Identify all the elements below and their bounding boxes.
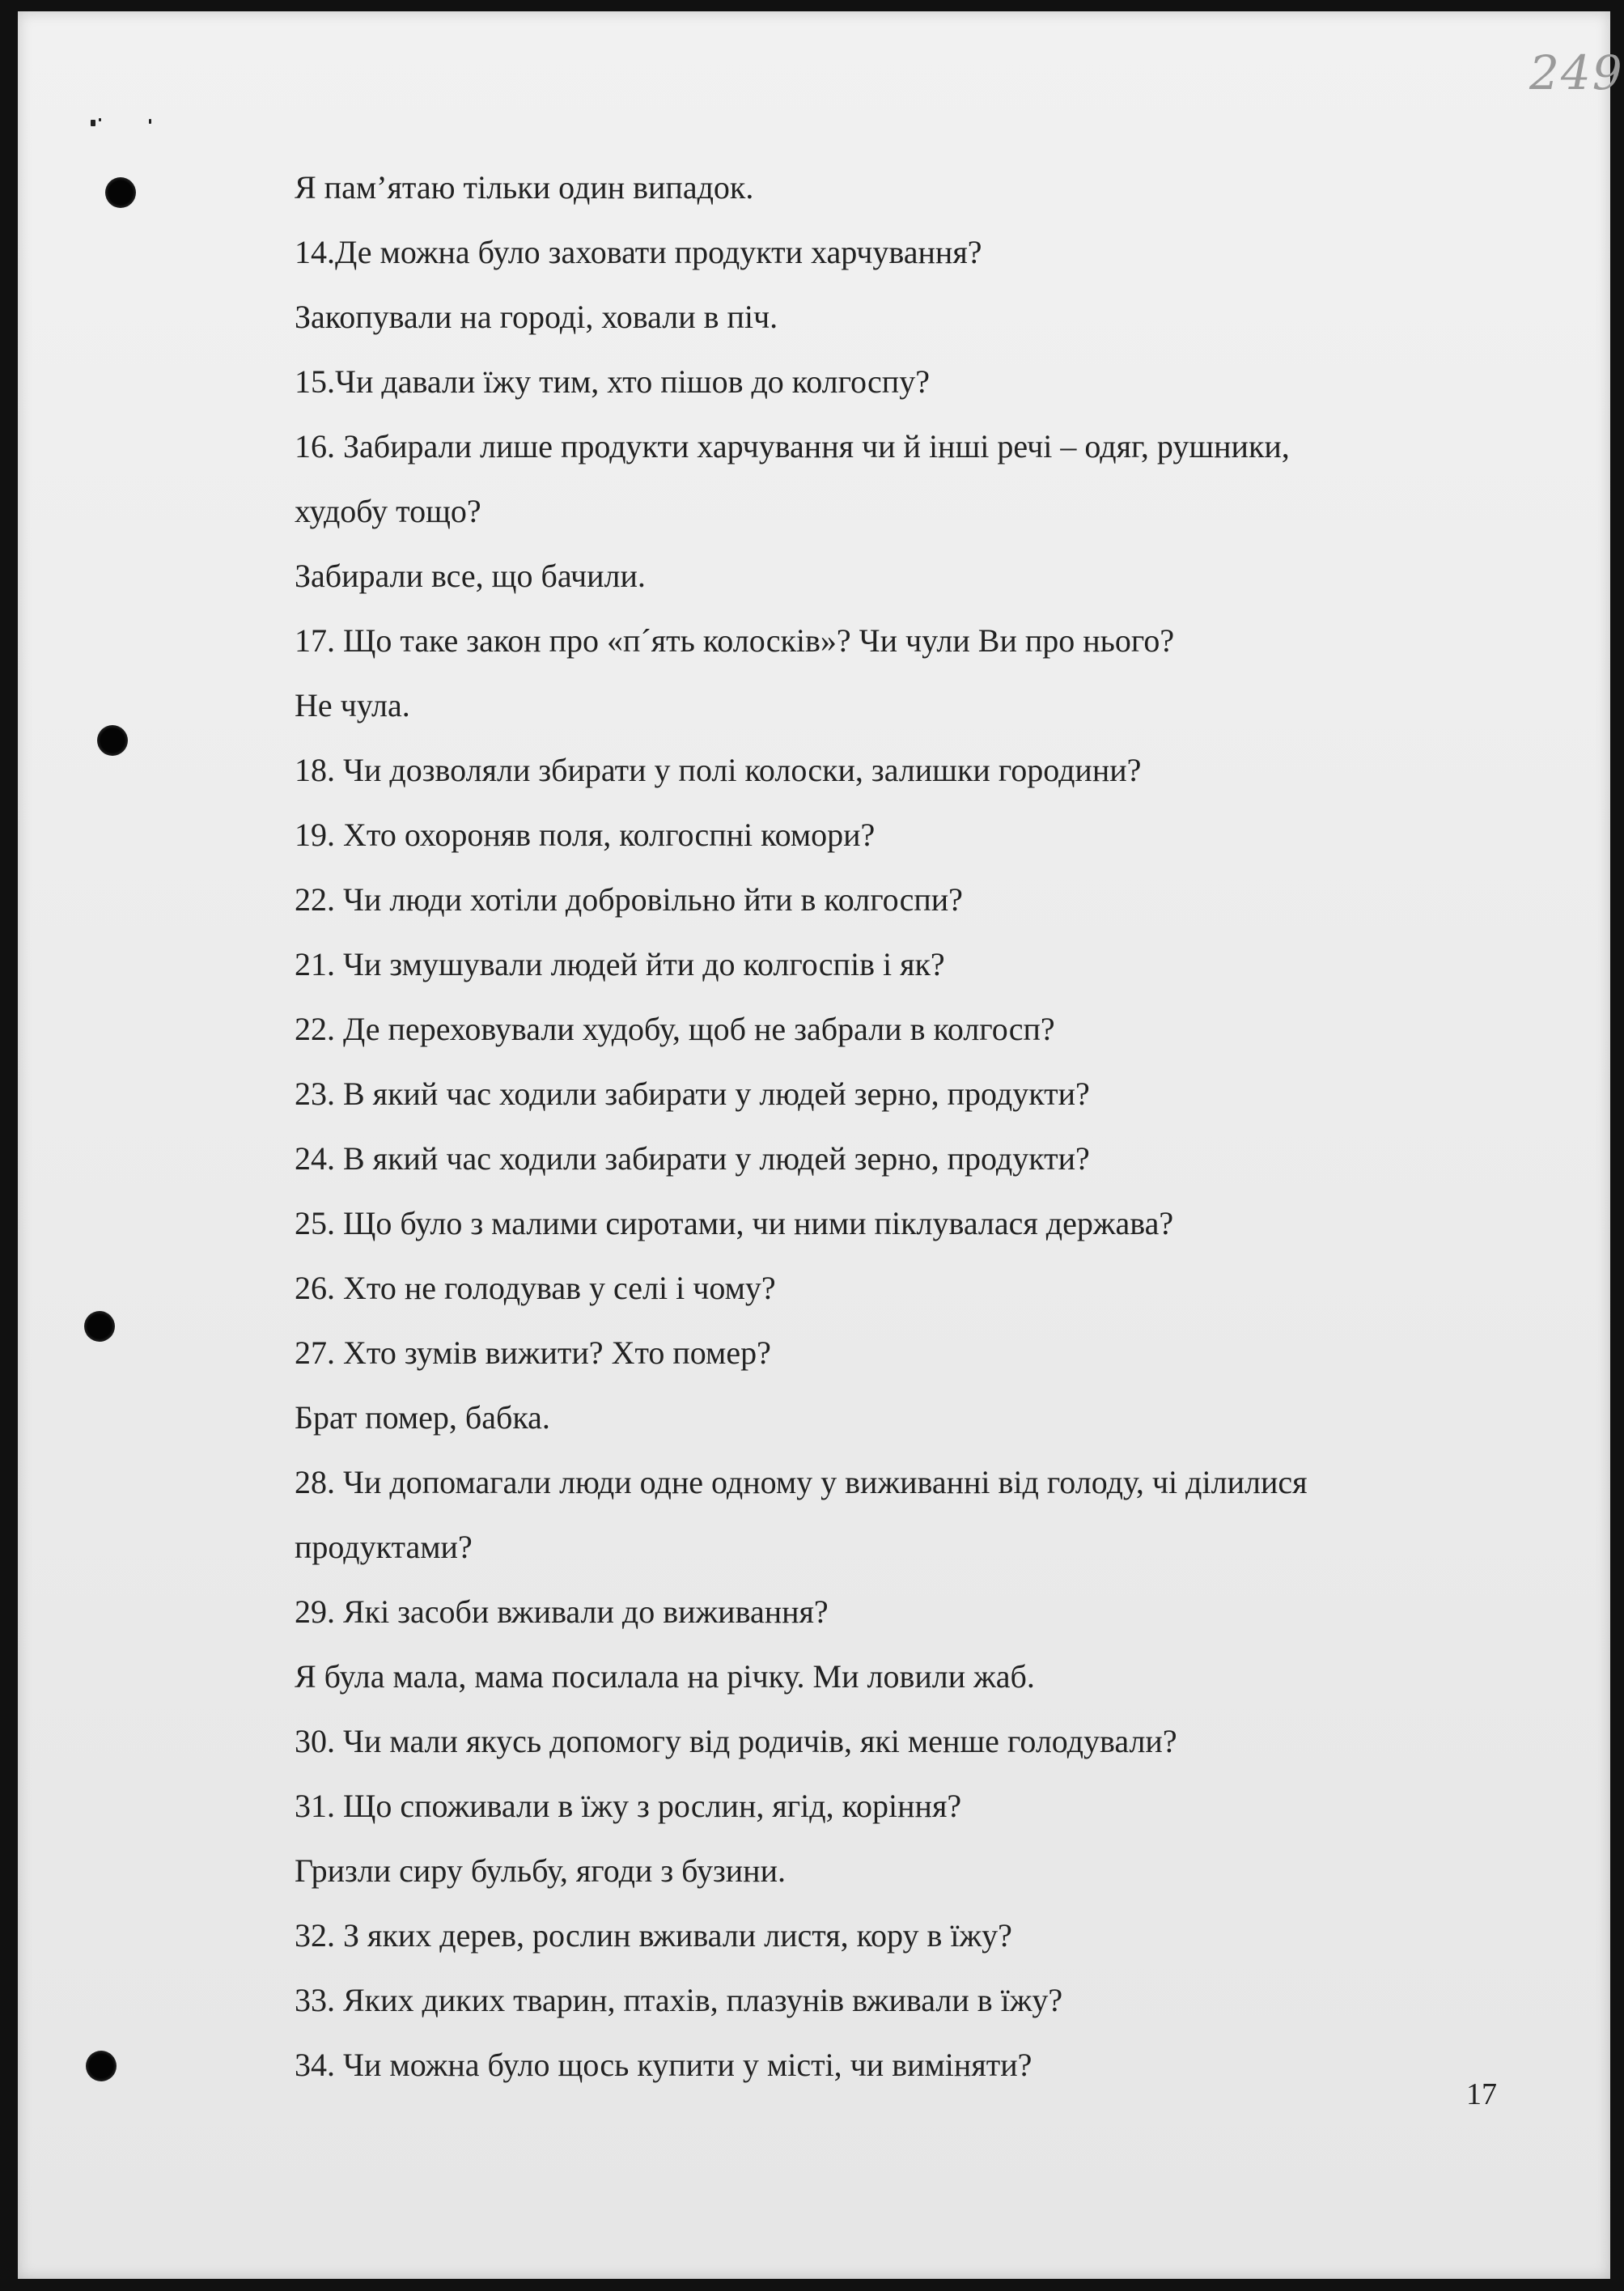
punch-hole <box>84 1311 115 1342</box>
text-line: 31. Що споживали в їжу з рослин, ягід, коріння? <box>295 1788 962 1824</box>
scan-specks <box>91 117 163 133</box>
text-line: Я пам’ятаю тільки один випадок. <box>295 169 754 206</box>
text-line: Закопували на городі, ховали в піч. <box>295 299 778 335</box>
text-line: Я була мала, мама посилала на річку. Ми ловили жаб. <box>295 1658 1035 1695</box>
text-line: Гризли сиру бульбу, ягоди з бузини. <box>295 1852 786 1889</box>
text-line: 16. Забирали лише продукти харчування чи й інші речі – одяг, рушники, <box>295 428 1290 465</box>
text-line: 27. Хто зумів вижити? Хто помер? <box>295 1334 771 1371</box>
punch-hole <box>105 177 136 208</box>
text-line: 18. Чи дозволяли збирати у полі колоски, залишки городини? <box>295 752 1142 788</box>
text-line: 32. З яких дерев, рослин вживали листя, кору в їжу? <box>295 1917 1012 1954</box>
text-line: худобу тощо? <box>295 493 481 529</box>
text-line: 15.Чи давали їжу тим, хто пішов до колгоспу? <box>295 363 930 400</box>
punch-hole <box>86 2051 117 2081</box>
text-line: Забирали все, що бачили. <box>295 558 646 594</box>
text-line: продуктами? <box>295 1529 473 1565</box>
text-line: 22. Де переховували худобу, щоб не забрали в колгосп? <box>295 1011 1055 1047</box>
document-body <box>295 155 1557 2098</box>
text-line: Не чула. <box>295 687 410 723</box>
text-line: 34. Чи можна було щось купити у місті, чи виміняти? <box>295 2047 1032 2083</box>
punch-hole <box>97 725 128 756</box>
text-line: 22. Чи люди хотіли добровільно йти в колгоспи? <box>295 881 963 918</box>
text-line: 19. Хто охороняв поля, колгоспні комори? <box>295 817 876 853</box>
text-line: 17. Що таке закон про «п´ять колосків»? Чи чули Ви про нього? <box>295 622 1175 659</box>
text-line: 23. В який час ходили забирати у людей зерно, продукти? <box>295 1075 1090 1112</box>
text-line: 30. Чи мали якусь допомогу від родичів, які менше голодували? <box>295 1723 1177 1759</box>
text-line: 33. Яких диких тварин, птахів, плазунів вживали в їжу? <box>295 1982 1063 2018</box>
text-line: 25. Що було з малими сиротами, чи ними піклувалася держава? <box>295 1205 1174 1241</box>
handwritten-page-number: 249 <box>1529 45 1624 100</box>
text-line: 24. В який час ходили забирати у людей зерно, продукти? <box>295 1140 1090 1177</box>
footer-page-number: 17 <box>1466 2077 1497 2111</box>
text-line: Брат помер, бабка. <box>295 1399 550 1436</box>
text-line: 14.Де можна було заховати продукти харчування? <box>295 234 982 270</box>
text-line: 21. Чи змушували людей йти до колгоспів і як? <box>295 946 945 982</box>
text-line: 28. Чи допомагали люди одне одному у виживанні від голоду, чі ділилися <box>295 1464 1308 1500</box>
text-line: 26. Хто не голодував у селі і чому? <box>295 1270 776 1306</box>
text-line: 29. Які засоби вживали до виживання? <box>295 1593 829 1630</box>
